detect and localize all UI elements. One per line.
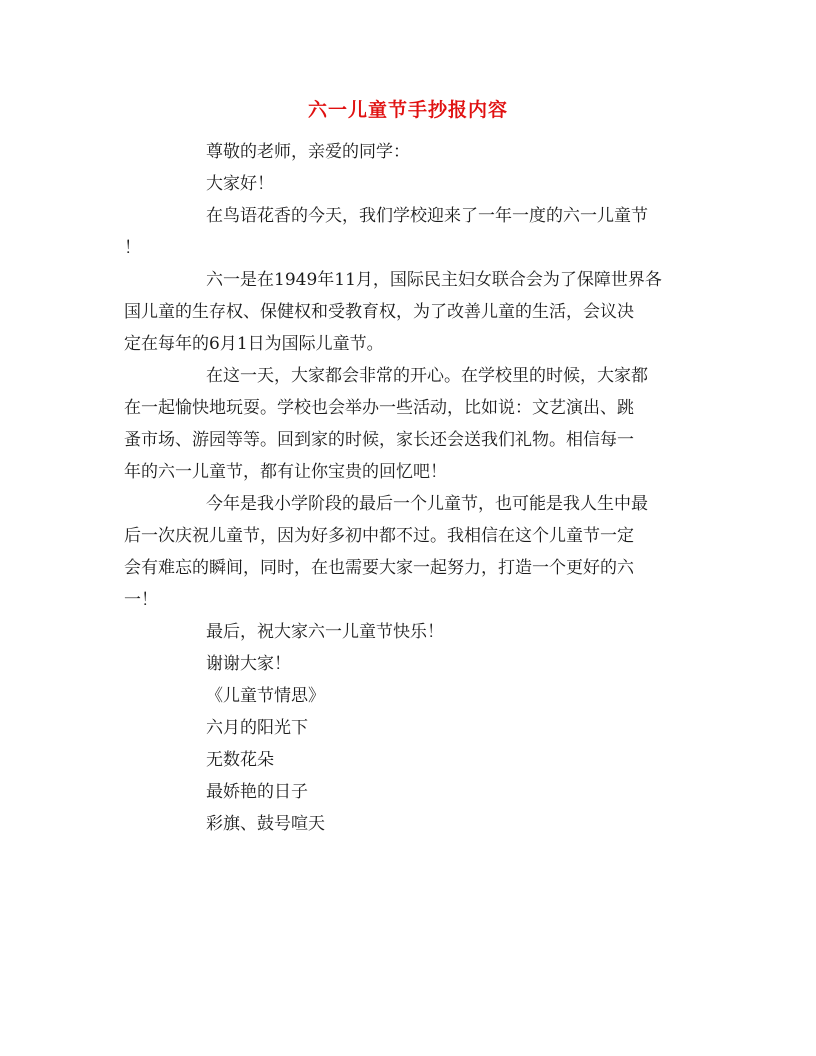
document-title: 六一儿童节手抄报内容 [307,99,508,121]
body-line: 蚤市场、游园等等。回到家的时候，家长还会送我们礼物。相信每一 [124,430,634,450]
body-line: ！ [124,238,141,258]
poem-title: 《儿童节情思》 [206,686,325,706]
body-line: 六一是在1949年11月，国际民主妇女联合会为了保障世界各 [206,270,662,290]
body-line: 在这一天，大家都会非常的开心。在学校里的时候，大家都 [206,366,648,386]
body-line: 一！ [124,590,158,610]
body-line: 尊敬的老师，亲爱的同学： [206,142,410,162]
body-line: 在鸟语花香的今天，我们学校迎来了一年一度的六一儿童节 [206,206,648,226]
body-line: 国儿童的生存权、保健权和受教育权，为了改善儿童的生活，会议决 [124,302,634,322]
poem-line: 彩旗、鼓号喧天 [206,814,325,834]
body-line: 在一起愉快地玩耍。学校也会举办一些活动，比如说：文艺演出、跳 [124,398,634,418]
poem-line: 六月的阳光下 [206,718,308,738]
poem-line: 最娇艳的日子 [206,782,308,802]
body-line: 谢谢大家！ [206,654,291,674]
poem-line: 无数花朵 [206,750,274,770]
body-line: 年的六一儿童节，都有让你宝贵的回忆吧！ [124,462,447,482]
document-body [124,136,694,840]
body-line: 最后，祝大家六一儿童节快乐！ [206,622,444,642]
body-line: 大家好！ [206,174,274,194]
body-line: 今年是我小学阶段的最后一个儿童节，也可能是我人生中最 [206,494,648,514]
body-line: 会有难忘的瞬间，同时，在也需要大家一起努力，打造一个更好的六 [124,558,634,578]
body-line: 定在每年的6月1日为国际儿童节。 [124,334,384,354]
body-line: 后一次庆祝儿童节，因为好多初中都不过。我相信在这个儿童节一定 [124,526,634,546]
